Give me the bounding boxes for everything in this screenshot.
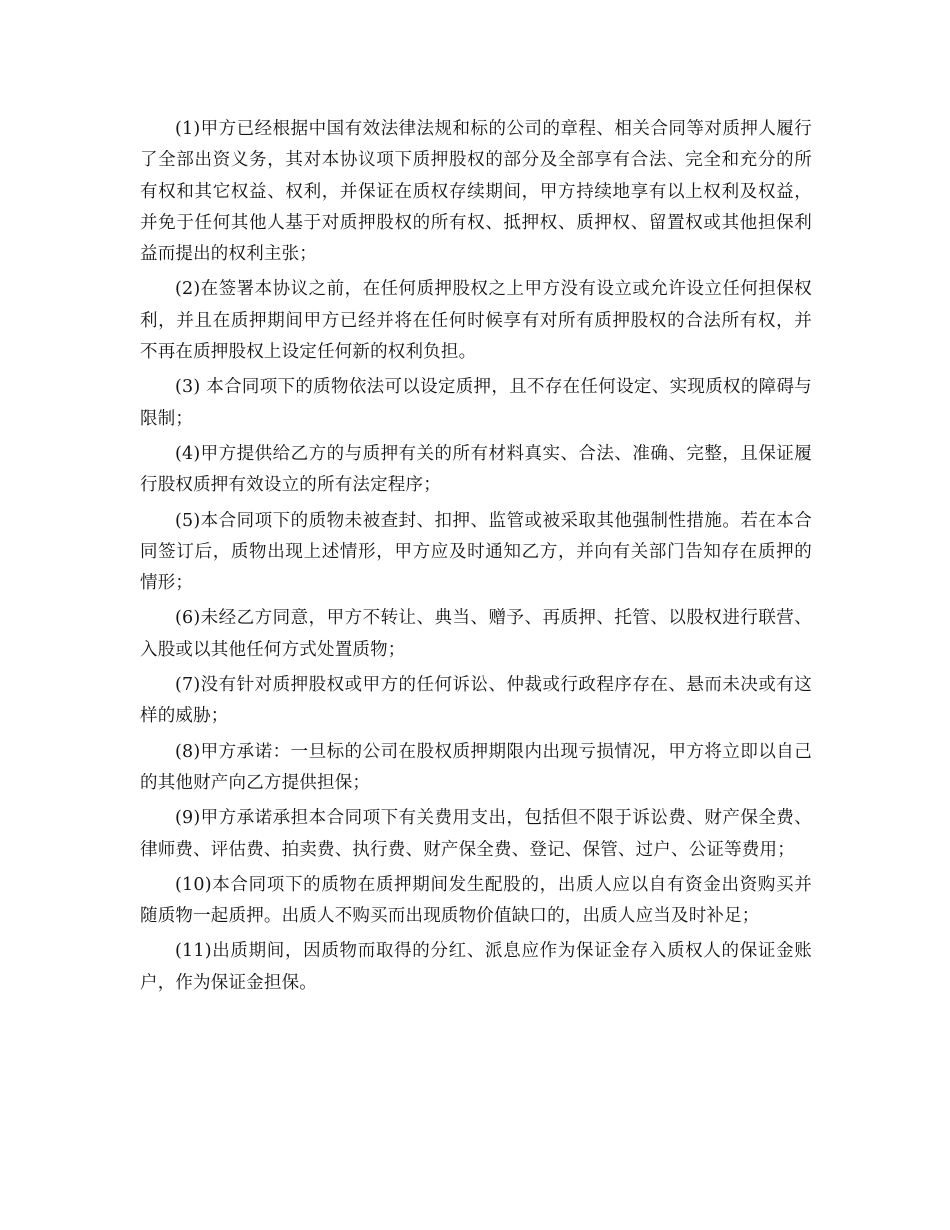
clause-8: (8)甲方承诺：一旦标的公司在股权质押期限内出现亏损情况，甲方将立即以自己的其他财产向乙方提供担保； (140, 741, 812, 793)
clause-1: (1)甲方已经根据中国有效法律法规和标的公司的章程、相关合同等对质押人履行了全部出资义务，其对本协议项下质押股权的部分及全部享有合法、完全和充分的所有权和其它权益、权利，并保证在质权存续期间，甲方持续地享有以上权利及权益，并免于任何其他人基于对质押股权的所有权、抵押权、质押权、留置权或其他担保利益而提出的权利主张； (140, 119, 812, 265)
clause-10: (10)本合同项下的质物在质押期间发生配股的，出质人应以自有资金出资购买并随质物一起质押。出质人不购买而出现质物价值缺口的，出质人应当及时补足； (140, 874, 812, 927)
clause-7: (7)没有针对质押股权或甲方的任何诉讼、仲裁或行政程序存在、悬而未决或有这样的威胁； (140, 675, 812, 727)
document-body (140, 114, 812, 1003)
clause-2: (2)在签署本协议之前，在任何质押股权之上甲方没有设立或允许设立任何担保权利，并且在质押期间甲方已经并将在任何时候享有对所有质押股权的合法所有权，并不再在质押股权上设定任何新的权利负担。 (140, 279, 812, 363)
clause-9: (9)甲方承诺承担本合同项下有关费用支出，包括但不限于诉讼费、财产保全费、律师费、评估费、拍卖费、执行费、财产保全费、登记、保管、过户、公证等费用； (140, 808, 812, 860)
clause-11: (11)出质期间，因质物而取得的分红、派息应作为保证金存入质权人的保证金账户，作为保证金担保。 (140, 941, 812, 993)
clause-5: (5)本合同项下的质物未被查封、扣押、监管或被采取其他强制性措施。若在本合同签订后，质物出现上述情形，甲方应及时通知乙方，并向有关部门告知存在质押的情形； (140, 510, 812, 594)
clause-4: (4)甲方提供给乙方的与质押有关的所有材料真实、合法、准确、完整，且保证履行股权质押有效设立的所有法定程序； (140, 443, 812, 496)
clause-3: (3) 本合同项下的质物依法可以设定质押，且不存在任何设定、实现质权的障碍与限制； (140, 377, 812, 429)
clause-6: (6)未经乙方同意，甲方不转让、典当、赠予、再质押、托管、以股权进行联营、入股或以其他任何方式处置质物； (140, 608, 812, 660)
